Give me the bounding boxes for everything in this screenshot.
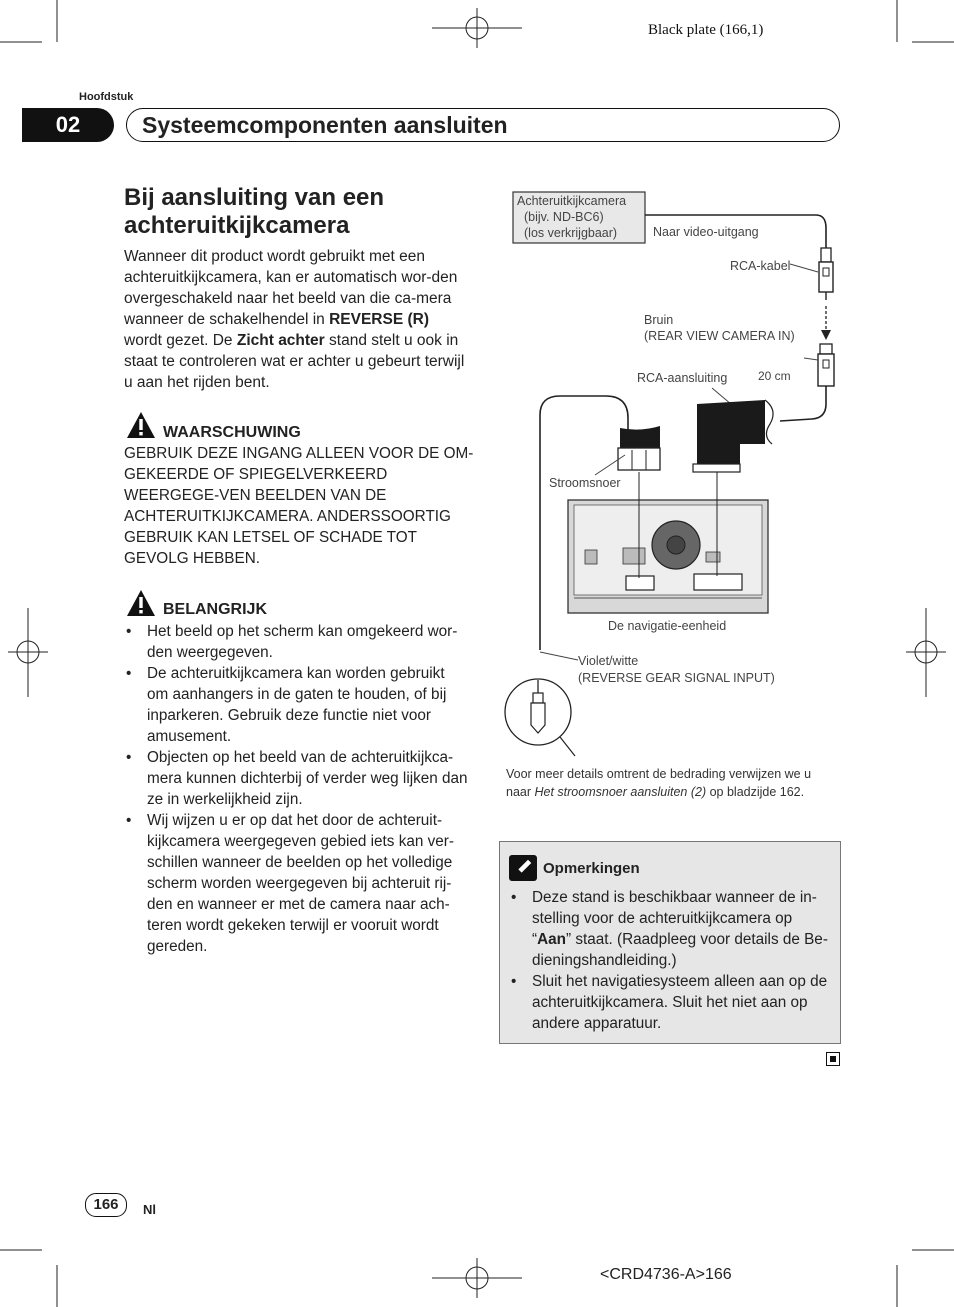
length-label: 20 cm: [758, 369, 791, 383]
list-item: • Het beeld op het scherm kan omgekeerd wor-den weergegeven.: [124, 621, 469, 663]
wiring-diagram: [500, 185, 845, 765]
list-item: • Objecten op het beeld van de achteruitkijkca-mera kunnen dichterbij of verder weg lijken dan ze in werkelijkheid zijn.: [124, 747, 469, 810]
power-connector: [618, 448, 660, 470]
important-icon: [126, 589, 156, 617]
list-item: [509, 887, 833, 971]
warning-heading: WAARSCHUWING: [163, 424, 301, 441]
list-item: • Sluit het navigatiesysteem alleen aan op de achteruitkijkcamera. Sluit het niet aan op andere apparatuur.: [509, 971, 833, 1034]
violet-sub-label: (REVERSE GEAR SIGNAL INPUT): [578, 671, 775, 685]
power-cord-label: Stroomsnoer: [549, 476, 621, 490]
section-title-line2: achteruitkijkcamera: [124, 212, 350, 239]
chapter-number: 02: [22, 108, 114, 142]
rca-connector: [697, 400, 765, 466]
note-bold-aan: Aan: [537, 931, 567, 948]
list-item: • De achteruitkijkcamera kan worden gebruikt om aanhangers in de gaten te houden, of bij inparkeren. Gebruik deze functie niet voor amusement.: [124, 663, 469, 747]
caption-italic: Het stroomsnoer aansluiten (2): [534, 785, 707, 799]
note-text-2: ” staat. (Raadpleeg voor details de Be-dieningshandleiding.): [532, 931, 828, 969]
diagram-caption: [506, 765, 836, 801]
rca-jack-label: RCA-aansluiting: [637, 371, 728, 385]
brown-label: Bruin: [644, 313, 674, 327]
warning-text: GEBRUIK DEZE INGANG ALLEEN VOOR DE OM-GEKEERDE OF SPIEGELVERKEERD WEERGEGE-VEN BEELDEN VAN DE ACHTERUITKIJKCAMERA. ANDERSSOORTIG GEBRUIK KAN LETSEL OF SCHADE TOT GEVOLG HEBBEN.: [124, 445, 474, 567]
note-text-1: Deze stand is beschikbaar wanneer de in-stelling voor de achteruitkijkcamera op “: [532, 889, 817, 948]
language-code: Nl: [143, 1202, 156, 1217]
page-number: 166: [85, 1193, 127, 1217]
camera-label-2: (bijv. ND-BC6): [524, 210, 604, 224]
document-code: <CRD4736-A>166: [600, 1266, 732, 1283]
chapter-title: Systeemcomponenten aansluiten: [142, 112, 508, 138]
plate-label: Black plate (166,1): [648, 22, 764, 38]
violet-label: Violet/witte: [578, 654, 639, 668]
nav-unit-label: De navigatie-eenheid: [608, 619, 727, 633]
intro-paragraph: [124, 246, 470, 393]
intro-text-2: wordt gezet. De: [124, 332, 237, 349]
intro-bold-reverse: REVERSE (R): [329, 311, 429, 328]
intro-text-3: stand stelt u ook in staat te controleren wat er achter u gebeurt terwijl u aan het rijden bent.: [124, 332, 465, 391]
chapter-label: Hoofdstuk: [79, 91, 134, 103]
caption-text-1: Voor meer details omtrent de bedrading verwijzen we u naar: [506, 767, 812, 799]
camera-label-3: (los verkrijgbaar): [524, 226, 618, 240]
warning-icon: [126, 411, 156, 439]
section-title-line1: Bij aansluiting van een: [124, 184, 385, 211]
caption-text-2: op bladzijde 162.: [706, 785, 805, 799]
important-heading: BELANGRIJK: [163, 601, 268, 618]
important-list: [124, 621, 469, 957]
section-title: [124, 184, 484, 240]
end-mark-icon: [826, 1052, 840, 1066]
rca-jack: [818, 354, 834, 386]
notes-list: [509, 887, 833, 1034]
list-item: • Wij wijzen u er op dat het door de achteruit-kijkcamera weergegeven gebied iets kan ver-schillen wanneer de beelden op het volledige scherm worden weergegeven bij achteruit rij-den en wanneer er met de camera naar ach-teren wordt gekeken terwijl er vooruit wordt gereden.: [124, 810, 469, 957]
rca-plug: [819, 262, 833, 292]
pencil-icon: [509, 855, 537, 881]
video-out-label: Naar video-uitgang: [653, 225, 759, 239]
brown-sub-label: (REAR VIEW CAMERA IN): [644, 329, 795, 343]
intro-text-1: Wanneer dit product wordt gebruikt met een achteruitkijkcamera, kan er automatisch wor-den overgeschakeld naar het beeld van die ca-mera wanneer de schakelhendel in: [124, 248, 458, 328]
rca-cable-label: RCA-kabel: [730, 259, 791, 273]
intro-bold-zicht-achter: Zicht achter: [236, 332, 325, 349]
camera-label-1: Achteruitkijkcamera: [517, 194, 627, 208]
notes-heading: Opmerkingen: [543, 860, 640, 877]
